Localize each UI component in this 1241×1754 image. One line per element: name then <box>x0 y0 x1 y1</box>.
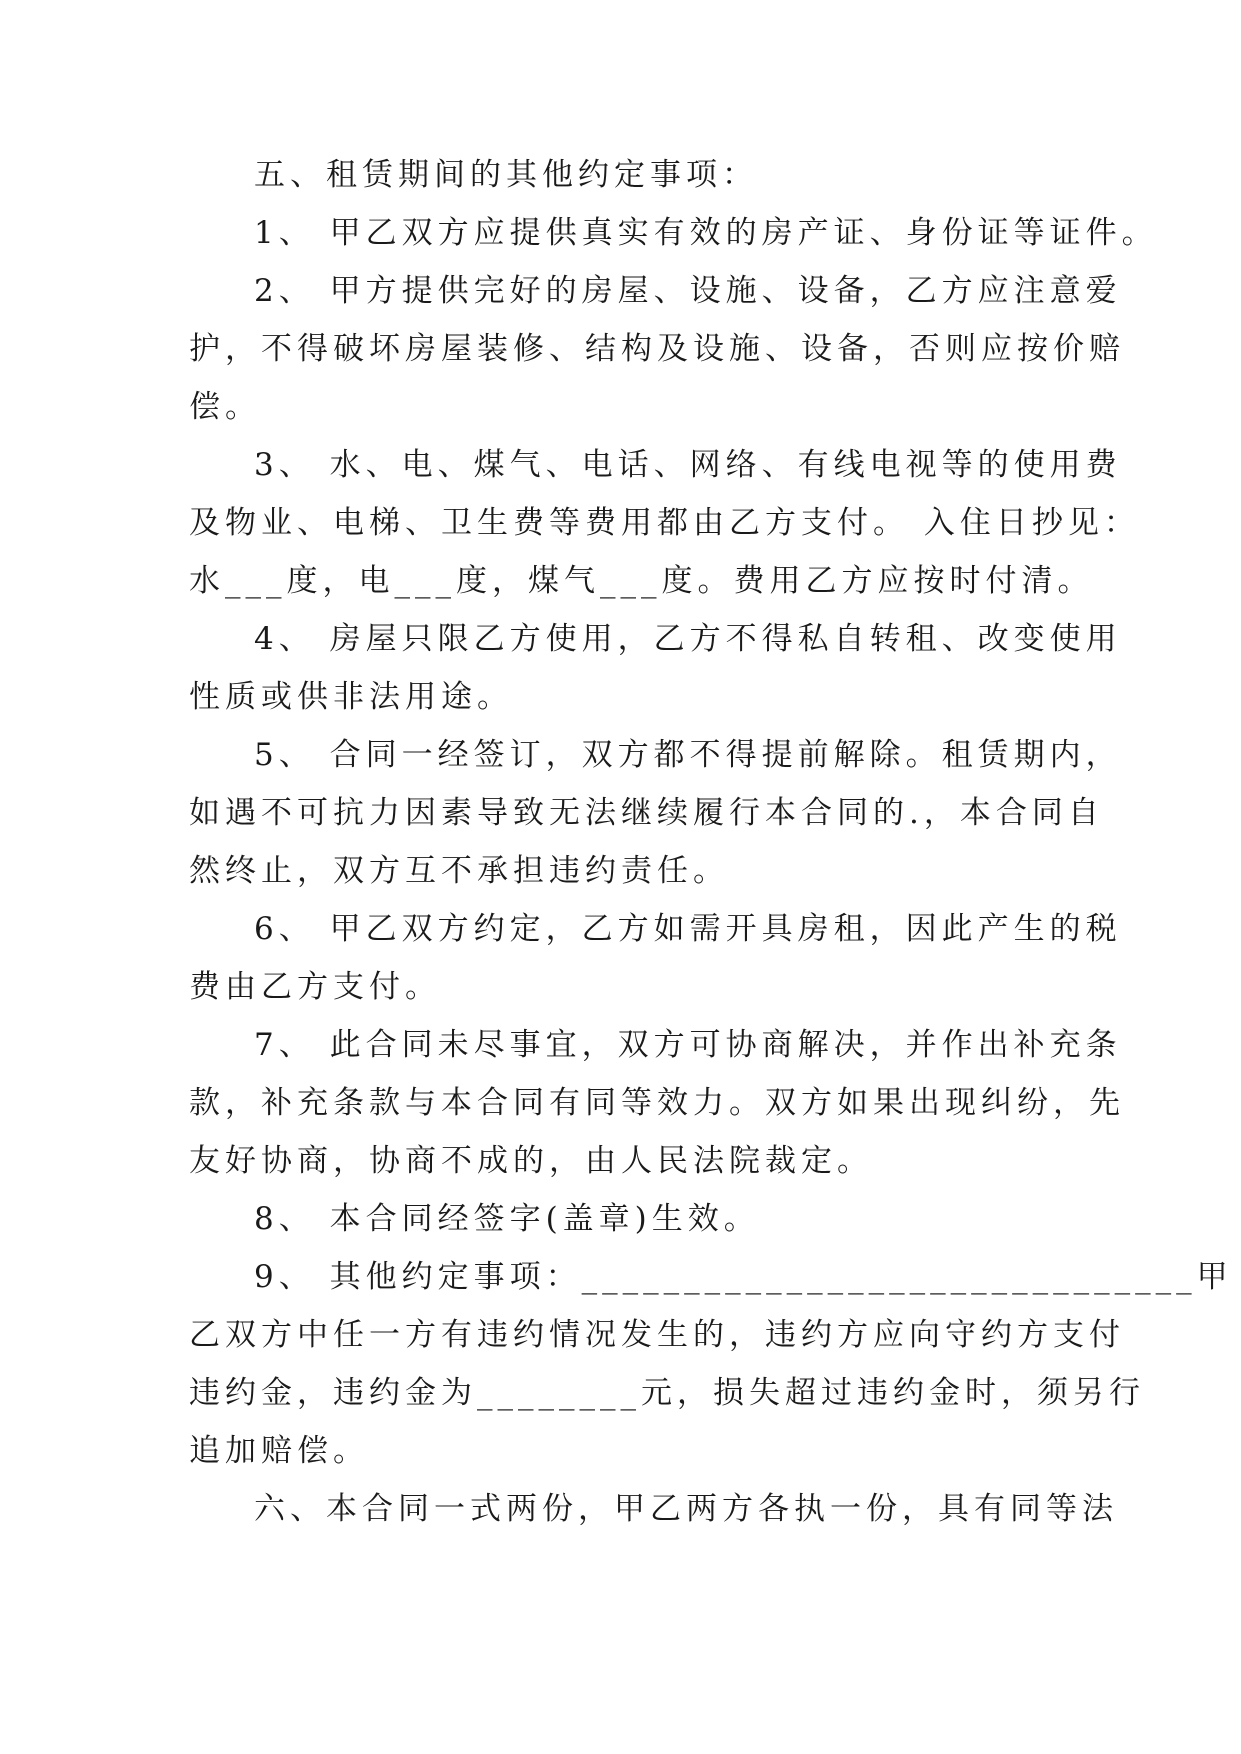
clause-7-line-3: 友好协商，协商不成的，由人民法院裁定。 <box>189 1143 873 1179</box>
clause-9-line-3: 违约金，违约金为________元，损失超过违约金时，须另行 <box>189 1375 1145 1411</box>
clause-5-line-3: 然终止，双方互不承担违约责任。 <box>189 853 729 889</box>
clause-2-line-1: 2、 甲方提供完好的房屋、设施、设备，乙方应注意爱 <box>254 273 1122 309</box>
section-six-line-1: 六、本合同一式两份，甲乙两方各执一份，具有同等法 <box>254 1491 1118 1527</box>
clause-4-line-1: 4、 房屋只限乙方使用，乙方不得私自转租、改变使用 <box>254 621 1122 657</box>
clause-3-line-3: 水___度，电___度，煤气___度。费用乙方应按时付清。 <box>189 563 1094 599</box>
clause-6-line-1: 6、 甲乙双方约定，乙方如需开具房租，因此产生的税 <box>254 911 1122 947</box>
clause-5-line-1: 5、 合同一经签订，双方都不得提前解除。租赁期内， <box>254 737 1122 773</box>
clause-4-line-2: 性质或供非法用途。 <box>189 679 513 715</box>
section-five-heading: 五、租赁期间的其他约定事项： <box>254 157 758 193</box>
clause-3-line-1: 3、 水、电、煤气、电话、网络、有线电视等的使用费 <box>254 447 1122 483</box>
clause-9-line-4: 追加赔偿。 <box>189 1433 369 1469</box>
clause-9-line-2: 乙双方中任一方有违约情况发生的，违约方应向守约方支付 <box>189 1317 1125 1353</box>
clause-1: 1、 甲乙双方应提供真实有效的房产证、身份证等证件。 <box>254 215 1158 251</box>
clause-6-line-2: 费由乙方支付。 <box>189 969 441 1005</box>
clause-2-line-3: 偿。 <box>189 389 261 425</box>
clause-3-line-2: 及物业、电梯、卫生费等费用都由乙方支付。 入住日抄见： <box>189 505 1140 541</box>
clause-5-line-2: 如遇不可抗力因素导致无法继续履行本合同的.，本合同自 <box>189 795 1104 831</box>
clause-2-line-2: 护，不得破坏房屋装修、结构及设施、设备，否则应按价赔 <box>189 331 1125 367</box>
clause-9-line-1: 9、 其他约定事项：______________________________甲 <box>254 1259 1233 1295</box>
clause-8: 8、 本合同经签字(盖章)生效。 <box>254 1201 760 1237</box>
clause-7-line-1: 7、 此合同未尽事宜，双方可协商解决，并作出补充条 <box>254 1027 1122 1063</box>
clause-7-line-2: 款，补充条款与本合同有同等效力。双方如果出现纠纷，先 <box>189 1085 1125 1121</box>
